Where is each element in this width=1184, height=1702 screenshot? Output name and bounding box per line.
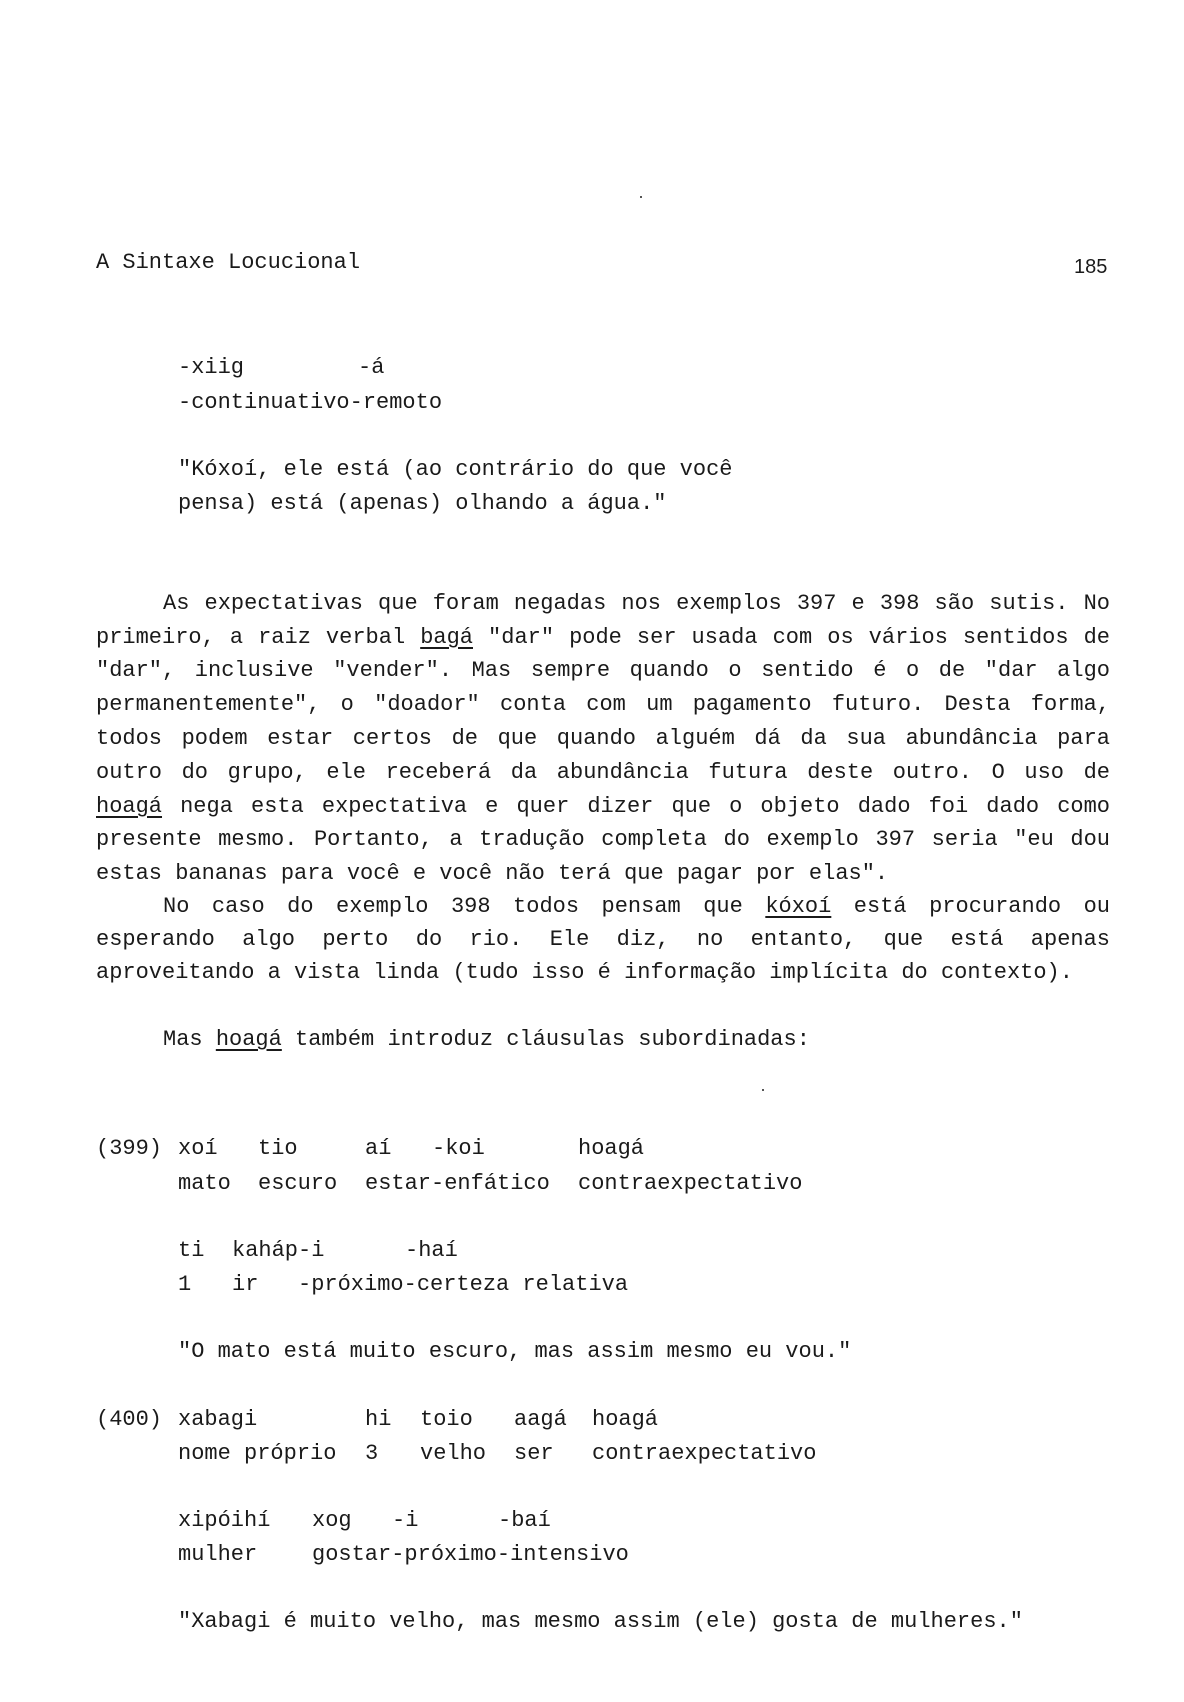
- gloss: nome próprio: [178, 1441, 337, 1466]
- paragraph-line: aproveitando a vista linda (tudo isso é informação implícita do contexto).: [96, 960, 1073, 985]
- paragraph-line: todos podem estar certos de que quando alguém dá da sua abundância para: [96, 726, 1110, 751]
- gloss: gostar-próximo-intensivo: [312, 1542, 629, 1567]
- translation-line: pensa) está (apenas) olhando a água.": [178, 491, 667, 516]
- morph: -koi: [432, 1136, 485, 1161]
- morph: xoí: [178, 1136, 218, 1161]
- gloss: estar-enfático: [365, 1171, 550, 1196]
- term: hoagá: [96, 794, 163, 819]
- morph: ti: [178, 1238, 205, 1263]
- morph: kaháp-i: [232, 1238, 325, 1263]
- page-number: 185: [1074, 256, 1108, 278]
- morph: tio: [258, 1136, 298, 1161]
- gloss: mato: [178, 1171, 231, 1196]
- translation-line: "Kóxoí, ele está (ao contrário do que você: [178, 457, 733, 482]
- term: hoagá: [215, 1027, 282, 1052]
- morph: -haí: [405, 1238, 458, 1263]
- paragraph-line: As expectativas que foram negadas nos exemplos 397 e 398 são sutis. No: [163, 591, 1110, 616]
- example-translation: "Xabagi é muito velho, mas mesmo assim (ele) gosta de mulheres.": [178, 1609, 1023, 1634]
- paragraph-line: esperando algo perto do rio. Ele diz, no entanto, que está apenas: [96, 927, 1110, 952]
- morph: -baí: [498, 1508, 551, 1533]
- running-title: A Sintaxe Locucional: [96, 250, 361, 275]
- term: bagá: [420, 625, 473, 650]
- gloss: escuro: [258, 1171, 338, 1196]
- paragraph-line: permanentemente", o "doador" conta com um pagamento futuro. Desta forma,: [96, 692, 1110, 717]
- gloss: mulher: [178, 1542, 258, 1567]
- gloss: 1: [178, 1272, 192, 1297]
- example-number: (400): [96, 1407, 163, 1432]
- morph: hoagá: [592, 1407, 659, 1432]
- paragraph-line: outro do grupo, ele receberá da abundância futura deste outro. O uso de: [96, 760, 1110, 785]
- paragraph-line: hoagá nega esta expectativa e quer dizer que o objeto dado foi dado como: [96, 794, 1110, 819]
- gloss: contraexpectativo: [592, 1441, 817, 1466]
- morph: toio: [420, 1407, 473, 1432]
- paragraph-line: estas bananas para você e você não terá que pagar por elas".: [96, 861, 889, 886]
- morph: aí: [365, 1136, 392, 1161]
- scan-speck: [640, 196, 642, 198]
- morph: aagá: [514, 1407, 567, 1432]
- gloss: ser: [514, 1441, 554, 1466]
- paragraph-line: No caso do exemplo 398 todos pensam que kóxoí está procurando ou: [163, 894, 1110, 919]
- example-number: (399): [96, 1136, 163, 1161]
- paragraph-line: primeiro, a raiz verbal bagá "dar" pode ser usada com os vários sentidos de: [96, 625, 1110, 650]
- intro-line: Mas hoagá também introduz cláusulas subordinadas:: [163, 1027, 810, 1052]
- paragraph-line: "dar", inclusive "vender". Mas sempre quando o sentido é o de "dar algo: [96, 658, 1110, 683]
- morph: -xiig: [178, 355, 245, 380]
- scan-speck: [762, 1089, 764, 1091]
- gloss-line: -continuativo-remoto: [178, 390, 443, 415]
- morph: -i: [392, 1508, 419, 1533]
- gloss: 3: [365, 1441, 379, 1466]
- morph: hoagá: [578, 1136, 645, 1161]
- morph: -á: [358, 355, 385, 380]
- gloss: contraexpectativo: [578, 1171, 803, 1196]
- example-translation: "O mato está muito escuro, mas assim mesmo eu vou.": [178, 1339, 852, 1364]
- paragraph-line: presente mesmo. Portanto, a tradução completa do exemplo 397 seria "eu dou: [96, 827, 1110, 852]
- gloss: ir: [232, 1272, 259, 1297]
- morph: hi: [365, 1407, 392, 1432]
- morph: xog: [312, 1508, 352, 1533]
- gloss: velho: [420, 1441, 487, 1466]
- gloss: -próximo-certeza relativa: [298, 1272, 629, 1297]
- morph: xabagi: [178, 1407, 258, 1432]
- term: kóxoí: [765, 894, 832, 919]
- morph: xipóihí: [178, 1508, 271, 1533]
